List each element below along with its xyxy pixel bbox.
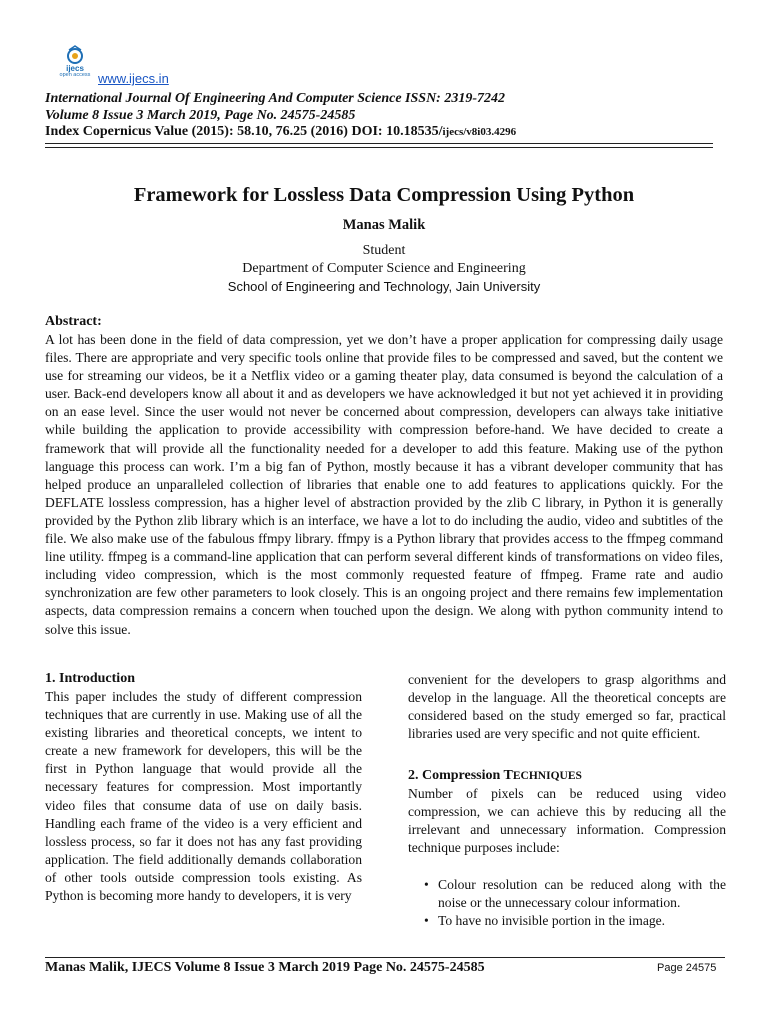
compression-heading-rest: ECHNIQUES <box>512 770 582 782</box>
introduction-continued: convenient for the developers to grasp algorithms and develop in the language. All the theoretical concepts are considered based on the study emerged so far, practical libraries used are very specific and not quite efficient. <box>408 672 726 742</box>
school: School of Engineering and Technology, Jain University <box>227 279 541 294</box>
header-rule <box>45 143 713 144</box>
footer-rule <box>45 957 725 958</box>
footer-citation: Manas Malik, IJECS Volume 8 Issue 3 March 2019 Page No. 24575-24585 <box>45 960 485 975</box>
introduction-heading: 1. Introduction <box>45 671 135 686</box>
list-item-text: Colour resolution can be reduced along with the noise or the unnecessary colour information. <box>438 877 726 911</box>
page-number: Page 24575 <box>657 962 717 974</box>
list-item <box>408 912 726 930</box>
abstract-heading: Abstract: <box>45 314 102 329</box>
author-name: Manas Malik <box>342 217 426 233</box>
journal-logo <box>52 44 98 84</box>
compression-heading <box>408 768 582 784</box>
abstract-text: A lot has been done in the field of data compression, yet we don’t have a proper application for compressing daily usage files. There are appropriate and very specific tools online that provide files to be compressed and saved, but the content we use for streaming our videos, be it a Netflix video or a gaming theater play, data consumed is beyond the calculation of a user. Back-end developers know all about it and as developers we have acknowledged it but not yet achieved it in providing on an ease level. Since the user would not never be concerned about compression, developers can always take initiative while building the application to provide accessibility with compression before-hand. We have decided to create a framework that will provide all the functionality needed for a developer to add this feature. Making use of the python language this process can work. I’m a big fan of Python, mostly because it has a vibrant developer community that has helped produce an unparalleled collection of libraries that enable one to add features to applications quickly. For the DEFLATE lossless compression, has a higher level of abstraction provided by the zlib C library, in Python it is generally provided by the Python zlib library which is an interface, we have a lot to do including the audio, video and subtitles of the file. We also make use of the fabulous ffmpy library. ffmpy is a Python library that provides access to the ffmpeg command line utility. ffmpeg is a command-line application that can perform several different kinds of transformations on video files, including video compression, which is the most commonly requested feature of ffmpeg. Frame rate and audio synchronization are few other parameters to look closely. This is an ongoing project and there remains few implementation aspects, data compression remains a concern when touched upon the design. We along with python community intend to solve this issue. <box>45 332 723 637</box>
list-item-text: To have no invisible portion in the image. <box>438 913 666 929</box>
list-item <box>408 876 726 912</box>
bullet-icon: • <box>424 913 429 929</box>
journal-url-link[interactable]: www.ijecs.in <box>98 71 169 86</box>
header-rule-2 <box>45 147 713 148</box>
index-line-main: Index Copernicus Value (2015): 58.10, 76.25 (2016) DOI: 10.18535/ <box>45 124 443 139</box>
volume-line: Volume 8 Issue 3 March 2019, Page No. 24575-24585 <box>45 108 356 123</box>
compression-purposes-list <box>408 876 726 930</box>
doi-suffix: ijecs/v8i03.4296 <box>442 126 517 138</box>
logo-subtext: open access <box>59 72 91 78</box>
department: Department of Computer Science and Engineering <box>242 261 526 276</box>
compression-heading-prefix: 2. Compression T <box>408 768 513 783</box>
bullet-icon: • <box>424 877 429 892</box>
paper-title: Framework for Lossless Data Compression Using Python <box>133 184 635 206</box>
introduction-text: This paper includes the study of different compression techniques that are currently in use. Making use of all the existing libraries and theoretical concepts, we intent to create a new framework for developers, this will be the first in Python language that would provide all the necessary features for compression. Most importantly video files that consume data of use on daily basis. Handling each frame of the video is a very efficient and lossless process, so far it does not has any fast providing application. The field additionally demands collaboration of other tools outside compression tools existing. As Python is becoming more handy to developers, it is very <box>45 689 362 904</box>
journal-line: International Journal Of Engineering And Computer Science ISSN: 2319-7242 <box>45 91 506 106</box>
ijecs-logo-icon <box>52 44 98 74</box>
logo-text: ijecs <box>66 64 84 73</box>
compression-text: Number of pixels can be reduced using video compression, we can achieve this by reducing all the irrelevant and unnecessary information. Compression technique purposes include: <box>408 786 726 856</box>
index-line <box>45 124 516 140</box>
author-role: Student <box>362 243 406 258</box>
